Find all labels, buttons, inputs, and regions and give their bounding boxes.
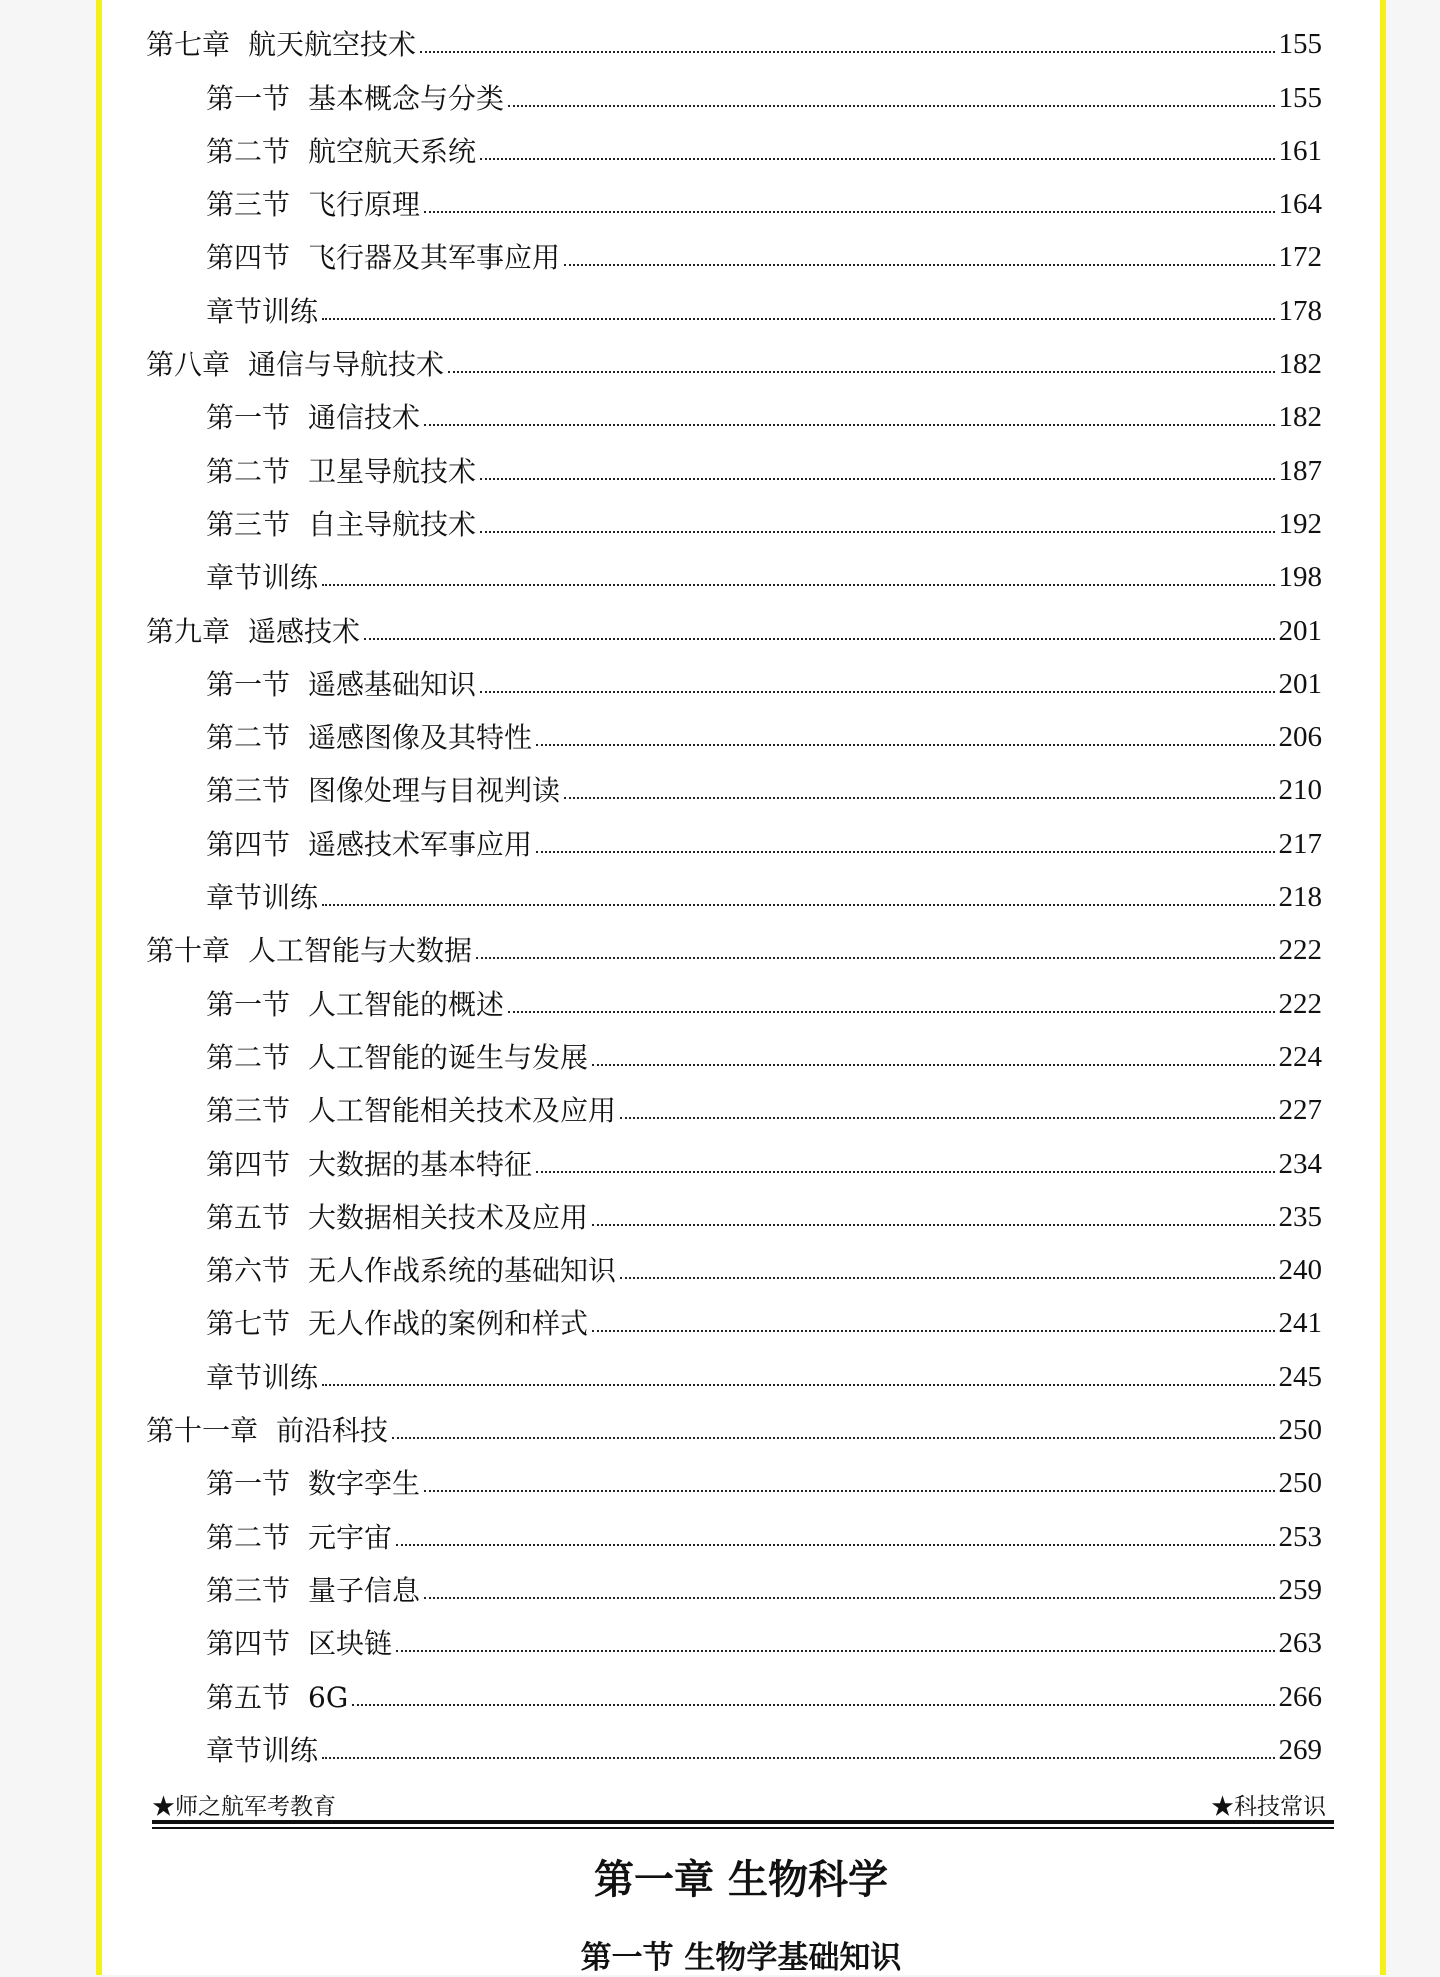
- toc-entry-number: 第三节: [206, 1573, 291, 1607]
- toc-page-number: 198: [1278, 561, 1322, 594]
- toc-dot-leader: [508, 105, 1274, 107]
- toc-page-number: 222: [1278, 987, 1322, 1020]
- toc-entry-title: 6G: [308, 1680, 349, 1714]
- toc-page-number: 172: [1278, 241, 1322, 274]
- toc-entry-number: 第四节: [206, 827, 291, 861]
- toc-entry-number: 第二节: [206, 721, 291, 755]
- toc-page-number: 222: [1278, 934, 1322, 967]
- toc-entry-title: 章节训练: [206, 294, 319, 328]
- toc-section-row: [146, 1712, 1322, 1765]
- table-of-contents: [146, 6, 1322, 1765]
- toc-section-row: [146, 1498, 1322, 1554]
- toc-entry-number: 第一节: [206, 1467, 291, 1501]
- toc-entry-title: 区块链: [308, 1627, 393, 1661]
- toc-page-number: 155: [1278, 81, 1322, 114]
- toc-entry-title: 无人作战系统的基础知识: [308, 1254, 617, 1288]
- toc-section-row: [146, 1445, 1322, 1501]
- toc-entry-number: 第一节: [206, 401, 291, 435]
- toc-page-number: 182: [1278, 348, 1322, 381]
- toc-entry-title: 人工智能的诞生与发展: [308, 1040, 589, 1074]
- toc-page-number: 155: [1278, 28, 1322, 61]
- toc-section-row: [146, 1072, 1322, 1128]
- toc-entry-number: 第二节: [206, 454, 291, 488]
- toc-entry-title: 图像处理与目视判读: [308, 774, 561, 808]
- toc-section-row: [146, 379, 1322, 435]
- toc-page-number: 201: [1278, 667, 1322, 700]
- toc-dot-leader: [592, 1224, 1274, 1226]
- toc-section-row: [146, 1179, 1322, 1232]
- toc-dot-leader: [480, 158, 1274, 160]
- toc-entry-title: 遥感技术军事应用: [308, 827, 533, 861]
- toc-entry-title: 通信与导航技术: [248, 348, 445, 382]
- toc-chapter-row: [146, 912, 1322, 968]
- toc-dot-leader: [480, 478, 1274, 480]
- toc-entry-number: 第七章: [146, 28, 231, 62]
- toc-entry-title: 基本概念与分类: [308, 81, 505, 115]
- toc-page-number: 178: [1278, 294, 1322, 327]
- section-heading: 第一节 生物学基础知识: [580, 1940, 902, 1976]
- toc-dot-leader: [592, 1064, 1274, 1066]
- toc-entry-number: 第一节: [206, 987, 291, 1021]
- toc-section-row: [146, 805, 1322, 861]
- toc-dot-leader: [508, 1011, 1274, 1013]
- toc-section-row: [146, 539, 1322, 595]
- toc-page-number: 227: [1278, 1094, 1322, 1127]
- toc-entry-title: 航空航天系统: [308, 134, 477, 168]
- toc-section-row: [146, 752, 1322, 808]
- toc-entry-title: 量子信息: [308, 1573, 421, 1607]
- toc-section-row: [146, 486, 1322, 539]
- toc-section-row: [146, 113, 1322, 166]
- toc-entry-number: 第四节: [206, 1627, 291, 1661]
- toc-page-number: 201: [1278, 614, 1322, 647]
- toc-dot-leader: [424, 1490, 1274, 1492]
- document-page: [96, 0, 1386, 1975]
- toc-section-row: [146, 1232, 1322, 1288]
- toc-entry-title: 通信技术: [308, 401, 421, 435]
- toc-page-number: 192: [1278, 507, 1322, 540]
- toc-entry-title: 飞行器及其军事应用: [308, 241, 561, 275]
- toc-dot-leader: [352, 1704, 1274, 1706]
- footer-subject: ★科技常识: [1211, 1794, 1326, 1820]
- toc-dot-leader: [322, 318, 1274, 320]
- toc-section-row: [146, 272, 1322, 328]
- toc-dot-leader: [476, 957, 1274, 959]
- toc-entry-number: 第九章: [146, 614, 231, 648]
- toc-section-row: [146, 1338, 1322, 1394]
- toc-entry-number: 第八章: [146, 348, 231, 382]
- toc-entry-title: 章节训练: [206, 881, 319, 915]
- toc-entry-title: 前沿科技: [276, 1414, 389, 1448]
- footer-rule-thick: [152, 1820, 1334, 1824]
- footer-rule-thin: [152, 1827, 1334, 1829]
- toc-dot-leader: [592, 1330, 1274, 1332]
- toc-section-row: [146, 965, 1322, 1021]
- toc-entry-number: 第四节: [206, 241, 291, 275]
- toc-chapter-row: [146, 326, 1322, 382]
- toc-page-number: 259: [1278, 1573, 1322, 1606]
- toc-dot-leader: [564, 264, 1274, 266]
- toc-entry-number: 第十一章: [146, 1414, 259, 1448]
- toc-chapter-row: [146, 1392, 1322, 1448]
- toc-chapter-row: [146, 6, 1322, 62]
- toc-page-number: 235: [1278, 1200, 1322, 1233]
- toc-page-number: 217: [1278, 827, 1322, 860]
- toc-entry-number: 第五节: [206, 1200, 291, 1234]
- toc-section-row: [146, 1019, 1322, 1072]
- toc-section-row: [146, 699, 1322, 755]
- toc-page-number: 234: [1278, 1147, 1322, 1180]
- toc-dot-leader: [322, 904, 1274, 906]
- toc-page-number: 266: [1278, 1680, 1322, 1713]
- toc-page-number: 210: [1278, 774, 1322, 807]
- toc-entry-title: 章节训练: [206, 1733, 319, 1767]
- toc-dot-leader: [322, 1384, 1274, 1386]
- toc-dot-leader: [420, 51, 1274, 53]
- toc-dot-leader: [564, 797, 1274, 799]
- toc-entry-title: 卫星导航技术: [308, 454, 477, 488]
- toc-entry-number: 第五节: [206, 1680, 291, 1714]
- footer-publisher: ★师之航军考教育: [152, 1794, 336, 1820]
- toc-entry-number: 第二节: [206, 134, 291, 168]
- toc-entry-title: 遥感基础知识: [308, 667, 477, 701]
- toc-entry-number: 第三节: [206, 1094, 291, 1128]
- toc-section-row: [146, 1552, 1322, 1605]
- toc-dot-leader: [424, 1597, 1274, 1599]
- toc-page-number: 164: [1278, 188, 1322, 221]
- toc-entry-title: 自主导航技术: [308, 507, 477, 541]
- toc-section-row: [146, 59, 1322, 115]
- toc-page-number: 182: [1278, 401, 1322, 434]
- toc-page-number: 218: [1278, 881, 1322, 914]
- toc-page-number: 250: [1278, 1414, 1322, 1447]
- toc-entry-number: 第十章: [146, 934, 231, 968]
- toc-section-row: [146, 1658, 1322, 1714]
- toc-entry-number: 第三节: [206, 507, 291, 541]
- toc-page-number: 263: [1278, 1627, 1322, 1660]
- toc-entry-title: 元宇宙: [308, 1520, 393, 1554]
- toc-dot-leader: [448, 371, 1274, 373]
- toc-dot-leader: [396, 1650, 1274, 1652]
- toc-dot-leader: [322, 1757, 1274, 1759]
- toc-entry-title: 遥感技术: [248, 614, 361, 648]
- toc-entry-title: 大数据的基本特征: [308, 1147, 533, 1181]
- toc-dot-leader: [536, 1171, 1274, 1173]
- toc-dot-leader: [364, 638, 1274, 640]
- toc-page-number: 187: [1278, 454, 1322, 487]
- toc-section-row: [146, 646, 1322, 699]
- toc-entry-title: 遥感图像及其特性: [308, 721, 533, 755]
- toc-dot-leader: [424, 211, 1274, 213]
- toc-entry-title: 章节训练: [206, 561, 319, 595]
- toc-entry-number: 第三节: [206, 774, 291, 808]
- toc-entry-title: 数字孪生: [308, 1467, 421, 1501]
- toc-entry-number: 第一节: [206, 81, 291, 115]
- toc-entry-title: 航天航空技术: [248, 28, 417, 62]
- toc-section-row: [146, 166, 1322, 222]
- toc-dot-leader: [536, 744, 1274, 746]
- toc-section-row: [146, 859, 1322, 915]
- toc-dot-leader: [322, 584, 1274, 586]
- toc-entry-title: 人工智能相关技术及应用: [308, 1094, 617, 1128]
- toc-entry-number: 第三节: [206, 188, 291, 222]
- toc-entry-title: 飞行原理: [308, 188, 421, 222]
- chapter-heading: 第一章 生物科学: [594, 1856, 888, 1903]
- toc-entry-number: 第七节: [206, 1307, 291, 1341]
- toc-dot-leader: [620, 1117, 1274, 1119]
- toc-section-row: [146, 432, 1322, 488]
- toc-page-number: 245: [1278, 1360, 1322, 1393]
- toc-section-row: [146, 1285, 1322, 1341]
- toc-entry-title: 人工智能与大数据: [248, 934, 473, 968]
- toc-dot-leader: [396, 1544, 1274, 1546]
- toc-dot-leader: [480, 691, 1274, 693]
- toc-page-number: 161: [1278, 134, 1322, 167]
- toc-dot-leader: [480, 531, 1274, 533]
- toc-entry-title: 无人作战的案例和样式: [308, 1307, 589, 1341]
- toc-page-number: 241: [1278, 1307, 1322, 1340]
- toc-entry-title: 人工智能的概述: [308, 987, 505, 1021]
- toc-chapter-row: [146, 592, 1322, 648]
- toc-page-number: 240: [1278, 1254, 1322, 1287]
- toc-entry-title: 大数据相关技术及应用: [308, 1200, 589, 1234]
- toc-section-row: [146, 219, 1322, 275]
- toc-dot-leader: [392, 1437, 1274, 1439]
- toc-entry-number: 第二节: [206, 1520, 291, 1554]
- toc-entry-title: 章节训练: [206, 1360, 319, 1394]
- toc-page-number: 206: [1278, 721, 1322, 754]
- toc-entry-number: 第一节: [206, 667, 291, 701]
- toc-section-row: [146, 1125, 1322, 1181]
- toc-entry-number: 第二节: [206, 1040, 291, 1074]
- toc-entry-number: 第六节: [206, 1254, 291, 1288]
- toc-dot-leader: [536, 851, 1274, 853]
- toc-page-number: 269: [1278, 1733, 1322, 1766]
- toc-entry-number: 第四节: [206, 1147, 291, 1181]
- toc-dot-leader: [424, 424, 1274, 426]
- toc-page-number: 250: [1278, 1467, 1322, 1500]
- toc-page-number: 224: [1278, 1040, 1322, 1073]
- toc-section-row: [146, 1605, 1322, 1661]
- toc-page-number: 253: [1278, 1520, 1322, 1553]
- toc-dot-leader: [620, 1277, 1274, 1279]
